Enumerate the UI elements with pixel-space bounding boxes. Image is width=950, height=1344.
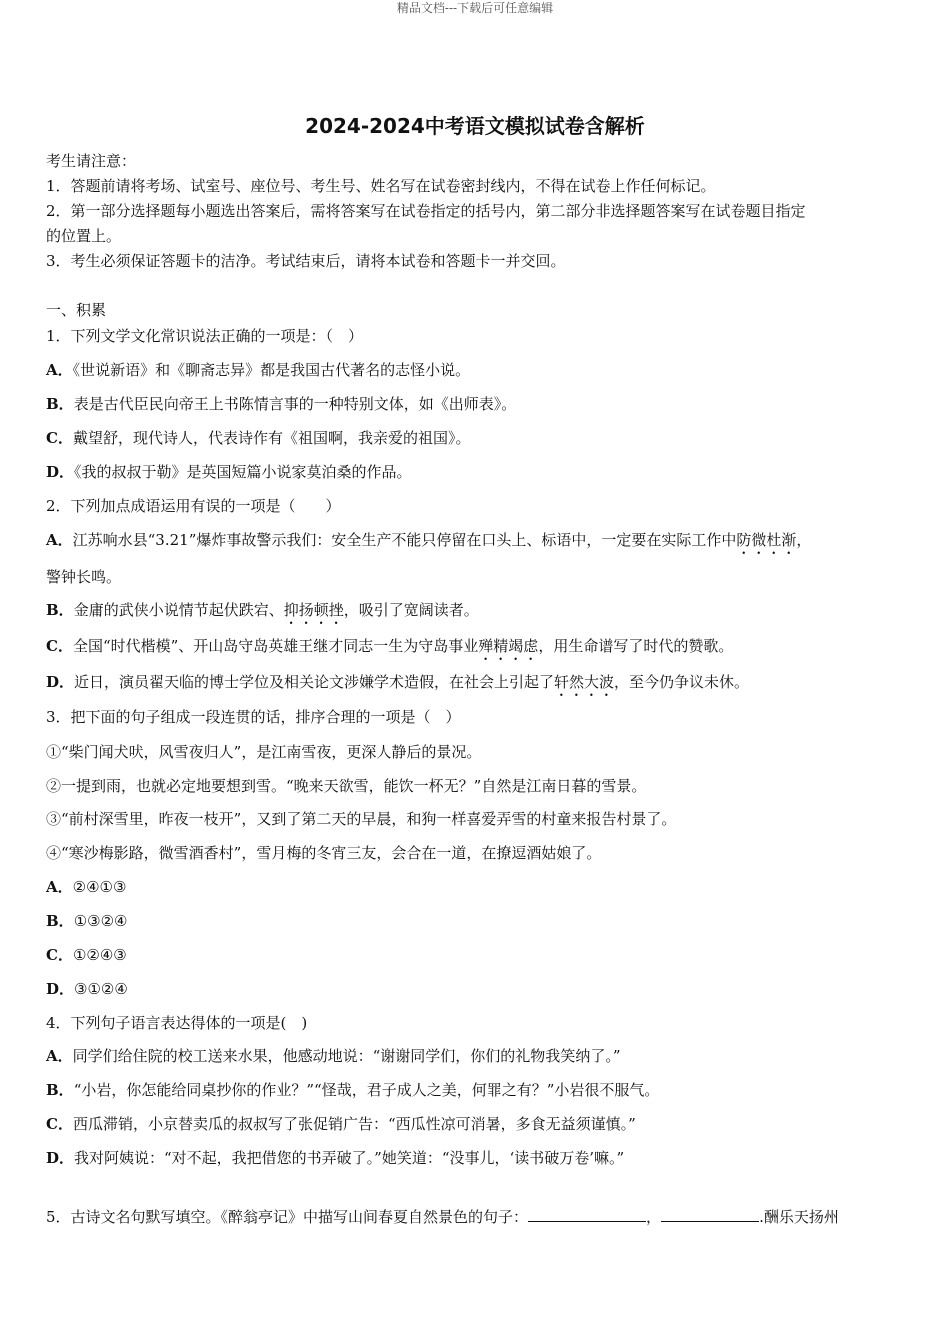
dotted-idiom: 防微杜渐 (736, 531, 797, 549)
option-label: D． (46, 1149, 75, 1167)
option-label: B． (46, 601, 74, 619)
q1-option-b (46, 394, 906, 414)
option-text: ①③②④ (73, 912, 128, 930)
option-text: 西瓜滞销，小京替卖瓜的叔叔写了张促销广告：“西瓜性凉可消暑，多食无益须谨慎。” (72, 1115, 636, 1133)
question-5 (46, 1207, 916, 1227)
q3-option-c (46, 945, 906, 965)
option-text: “小岩，你怎能给同桌抄你的作业？”“怪哉，君子成人之美，何罪之有？”小岩很不服气。 (73, 1081, 660, 1099)
option-label: C． (46, 637, 73, 655)
option-label: C． (46, 1115, 73, 1133)
option-label: A． (46, 531, 73, 549)
q2-option-a-continued: 警钟长鸣。 (46, 568, 122, 586)
notice-item: 1．答题前请将考场、试室号、座位号、考生号、姓名写在试卷密封线内，不得在试卷上作任何标记。 (46, 177, 716, 195)
q4-option-d (46, 1148, 906, 1168)
option-text: ，至今仍争议未休。 (614, 673, 750, 691)
option-text: 同学们给住院的校工送来水果，他感动地说：“谢谢同学们，你们的礼物我笑纳了。” (72, 1047, 621, 1065)
notice-item: 的位置上。 (46, 227, 122, 245)
q2-option-b (46, 600, 906, 628)
option-text: ， (796, 531, 812, 549)
q3-sentence-1: ①“柴门闻犬吠，风雪夜归人”，是江南雪夜，更深人静后的景况。 (46, 743, 482, 761)
option-label: D． (46, 980, 75, 998)
option-label: D． (46, 673, 75, 691)
option-label: A． (46, 1047, 73, 1065)
option-text: ，用生命谱写了时代的赞歌。 (538, 637, 734, 655)
option-label: C． (46, 946, 73, 964)
option-text: 全国“时代楷模”、开山岛守岛英雄王继才同志一生为守岛事业 (72, 637, 479, 655)
q2-option-a (46, 530, 916, 558)
option-text: 近日，演员翟天临的博士学位及相关论文涉嫌学术造假，在社会上引起了 (74, 673, 555, 691)
q1-option-d (46, 462, 906, 482)
notice-item: 3．考生必须保证答题卡的洁净。考试结束后，请将本试卷和答题卡一并交回。 (46, 252, 566, 270)
option-label: A． (46, 878, 73, 896)
question-1-stem: 1．下列文学文化常识说法正确的一项是：（ ） (46, 327, 364, 345)
q4-option-a (46, 1046, 906, 1066)
question-4-stem: 4．下列句子语言表达得体的一项是( ) (46, 1014, 308, 1032)
question-5-stem: 5．古诗文名句默写填空。《醉翁亭记》中描写山间春夏自然景色的句子： (46, 1208, 529, 1226)
option-text: ，吸引了宽阔读者。 (343, 601, 479, 619)
option-text: 江苏响水县“3.21”爆炸事故警示我们：安全生产不能只停留在口头上、标语中，一定要在实际工作中 (72, 531, 737, 549)
option-text: ②④①③ (72, 878, 127, 896)
q1-option-c (46, 428, 906, 448)
option-text: 《我的叔叔于勒》是英国短篇小说家莫泊桑的作品。 (74, 463, 412, 481)
section-heading: 一、积累 (46, 301, 107, 319)
q4-option-c (46, 1114, 906, 1134)
option-label: B． (46, 912, 74, 930)
fill-blank-1[interactable] (528, 1207, 646, 1222)
option-label: B． (46, 395, 74, 413)
question-3-stem: 3．把下面的句子组成一段连贯的话，排序合理的一项是（ ） (46, 708, 461, 726)
notice-item: 2．第一部分选择题每小题选出答案后，需将答案写在试卷指定的括号内，第二部分非选择题答案写在试卷题目指定 (46, 202, 806, 220)
q3-sentence-3: ③“前村深雪里，昨夜一枝开”，又到了第二天的早晨，和狗一样喜爱弄雪的村童来报告村景了。 (46, 810, 677, 828)
option-text: ①②④③ (72, 946, 127, 964)
q2-option-d (46, 672, 906, 700)
option-text: 金庸的武侠小说情节起伏跌宕、 (73, 601, 284, 619)
fill-blank-2[interactable] (661, 1207, 759, 1222)
dotted-idiom: 抑扬顿挫 (283, 601, 344, 619)
q3-option-a (46, 877, 906, 897)
dotted-idiom: 殚精竭虑 (478, 637, 539, 655)
option-text: ③①②④ (74, 980, 128, 998)
q3-option-b (46, 911, 906, 931)
page-title: 2024-2024中考语文模拟试卷含解析 (305, 114, 645, 138)
option-label: D． (46, 463, 75, 481)
option-text: 我对阿姨说：“对不起，我把借您的书弄破了。”她笑道：“没事儿，‘读书破万卷’嘛。” (74, 1149, 625, 1167)
option-text: 戴望舒，现代诗人，代表诗作有《祖国啊，我亲爱的祖国》。 (72, 429, 471, 447)
q3-sentence-2: ②一提到雨，也就必定地要想到雪。“晚来天欲雪，能饮一杯无？”自然是江南日暮的雪景。 (46, 777, 647, 795)
header-note: 精品文档---下载后可任意编辑 (396, 1, 554, 15)
dotted-idiom: 轩然大波 (554, 673, 615, 691)
q4-option-b (46, 1080, 906, 1100)
q2-option-c (46, 636, 906, 664)
notice-heading: 考生请注意： (46, 152, 137, 170)
option-text: 《世说新语》和《聊斋志异》都是我国古代著名的志怪小说。 (72, 361, 471, 379)
q1-option-a (46, 360, 906, 380)
option-label: C． (46, 429, 73, 447)
option-text: 表是古代臣民向帝王上书陈情言事的一种特别文体，如《出师表》。 (73, 395, 517, 413)
question-5-tail: .酬乐天扬州 (759, 1208, 839, 1226)
question-2-stem: 2．下列加点成语运用有误的一项是（ ） (46, 497, 341, 515)
option-label: A． (46, 361, 73, 379)
q3-sentence-4: ④“寒沙梅影路，微雪酒香村”，雪月梅的冬宵三友，会合在一道，在撩逗酒姑娘了。 (46, 844, 602, 862)
separator: ， (646, 1208, 662, 1226)
q3-option-d (46, 979, 906, 999)
option-label: B． (46, 1081, 74, 1099)
